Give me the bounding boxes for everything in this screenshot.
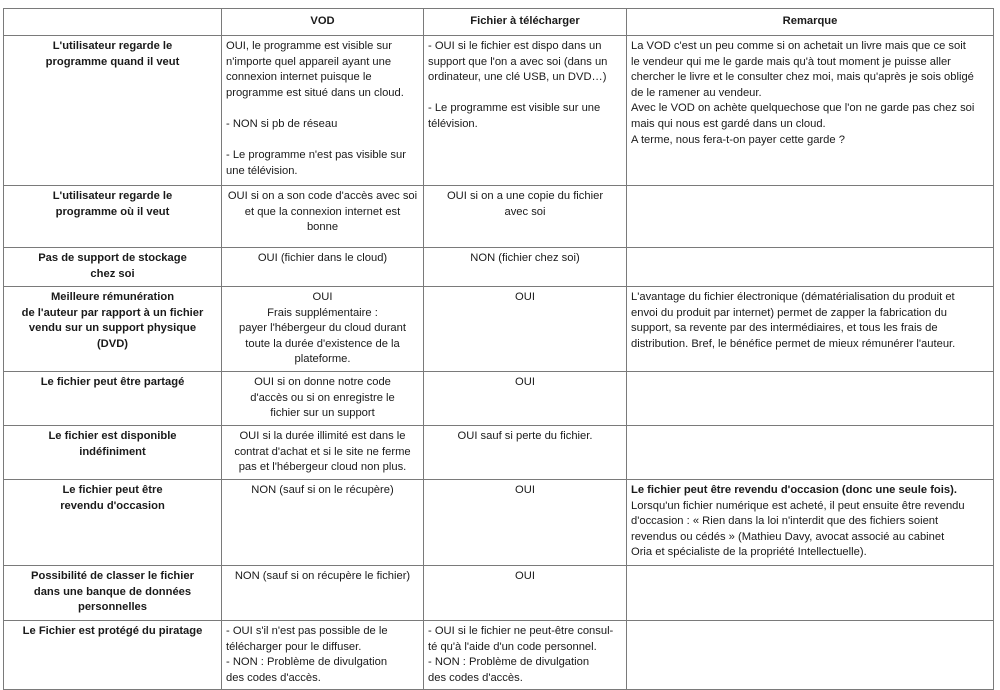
- vod-cell: OUI (fichier dans le cloud): [222, 248, 424, 287]
- criterion-cell: L'utilisateur regarde le programme quand il veut: [4, 36, 222, 186]
- remarque-cell: L'avantage du fichier électronique (dématérialisation du produit et envoi du produit par internet) permet de zapper la fabrication du support, sa revente par des intermédiaires, et tous les frais de distribution. Bref, le bénéfice permet de mieux rémunérer l'auteur.: [627, 287, 994, 372]
- vod-cell: OUI si on donne notre code d'accès ou si on enregistre le fichier sur un support: [222, 372, 424, 426]
- vod-cell: NON (sauf si on le récupère): [222, 480, 424, 566]
- remarque-cell: La VOD c'est un peu comme si on achetait un livre mais que ce soit le vendeur qui me le garde mais qu'à tout moment je puisse aller chercher le livre et le consulter chez moi, mais qu'après je sois obligé de le ramener au vendeur. Avec le VOD on achète quelquechose que l'on ne garde pas chez soi mais qui nous est gardé dans un cloud. A terme, nous fera-t-on payer cette garde ?: [627, 36, 994, 186]
- remarque-cell: [627, 621, 994, 690]
- vod-cell: NON (sauf si on récupère le fichier): [222, 566, 424, 621]
- vod-cell: OUI, le programme est visible sur n'importe quel appareil ayant une connexion internet puisque le programme est situé dans un cloud. - NON si pb de réseau - Le programme n'est pas visible sur une télévision.: [222, 36, 424, 186]
- comparison-table: [3, 8, 994, 690]
- remarque-cell: [627, 186, 994, 248]
- criterion-cell: Le fichier peut être revendu d'occasion: [4, 480, 222, 566]
- table-row: [4, 186, 994, 248]
- table-row: [4, 248, 994, 287]
- vod-cell: OUI si on a son code d'accès avec soi et que la connexion internet est bonne: [222, 186, 424, 248]
- header-row: [4, 9, 994, 36]
- table-row: [4, 287, 994, 372]
- criterion-cell: Le fichier peut être partagé: [4, 372, 222, 426]
- fichier-cell: - OUI si le fichier ne peut-être consul- té qu'à l'aide d'un code personnel. - NON : Problème de divulgation des codes d'accès.: [424, 621, 627, 690]
- remarque-cell: [627, 426, 994, 480]
- table-row: [4, 426, 994, 480]
- remarque-cell: [627, 566, 994, 621]
- fichier-cell: OUI sauf si perte du fichier.: [424, 426, 627, 480]
- remarque-cell: [627, 372, 994, 426]
- criterion-cell: Le Fichier est protégé du piratage: [4, 621, 222, 690]
- fichier-cell: NON (fichier chez soi): [424, 248, 627, 287]
- table-row: [4, 566, 994, 621]
- fichier-cell: OUI si on a une copie du fichier avec soi: [424, 186, 627, 248]
- remarque-cell: [627, 480, 994, 566]
- header-remarque: Remarque: [627, 9, 994, 36]
- fichier-cell: OUI: [424, 372, 627, 426]
- table-row: [4, 621, 994, 690]
- remarque-text: Lorsqu'un fichier numérique est acheté, il peut ensuite être revendu d'occasion : « Rien dans la loi n'interdit que des fichiers soient revendus ou cédés » (Mathieu Davy, avocat associé au cabinet Oria et spécialiste de la propriété Intellectuelle).: [631, 499, 965, 559]
- fichier-cell: - OUI si le fichier est dispo dans un support que l'on a avec soi (dans un ordinateur, une clé USB, un DVD…) - Le programme est visible sur une télévision.: [424, 36, 627, 186]
- table-row: [4, 372, 994, 426]
- table-row: [4, 36, 994, 186]
- header-vod: VOD: [222, 9, 424, 36]
- criterion-cell: Pas de support de stockage chez soi: [4, 248, 222, 287]
- vod-cell: OUI Frais supplémentaire : payer l'hébergeur du cloud durant toute la durée d'existence de la plateforme.: [222, 287, 424, 372]
- remarque-bold-text: Le fichier peut être revendu d'occasion (donc une seule fois).: [631, 484, 957, 496]
- criterion-cell: Meilleure rémunération de l'auteur par rapport à un fichier vendu sur un support physique (DVD): [4, 287, 222, 372]
- fichier-cell: OUI: [424, 566, 627, 621]
- criterion-cell: Le fichier est disponible indéfiniment: [4, 426, 222, 480]
- vod-cell: OUI si la durée illimité est dans le contrat d'achat et si le site ne ferme pas et l'hébergeur cloud non plus.: [222, 426, 424, 480]
- remarque-cell: [627, 248, 994, 287]
- header-fichier: Fichier à télécharger: [424, 9, 627, 36]
- header-criterion: [4, 9, 222, 36]
- criterion-cell: Possibilité de classer le fichier dans une banque de données personnelles: [4, 566, 222, 621]
- fichier-cell: OUI: [424, 287, 627, 372]
- fichier-cell: OUI: [424, 480, 627, 566]
- vod-cell: - OUI s'il n'est pas possible de le télécharger pour le diffuser. - NON : Problème de divulgation des codes d'accès.: [222, 621, 424, 690]
- table-row: [4, 480, 994, 566]
- criterion-cell: L'utilisateur regarde le programme où il veut: [4, 186, 222, 248]
